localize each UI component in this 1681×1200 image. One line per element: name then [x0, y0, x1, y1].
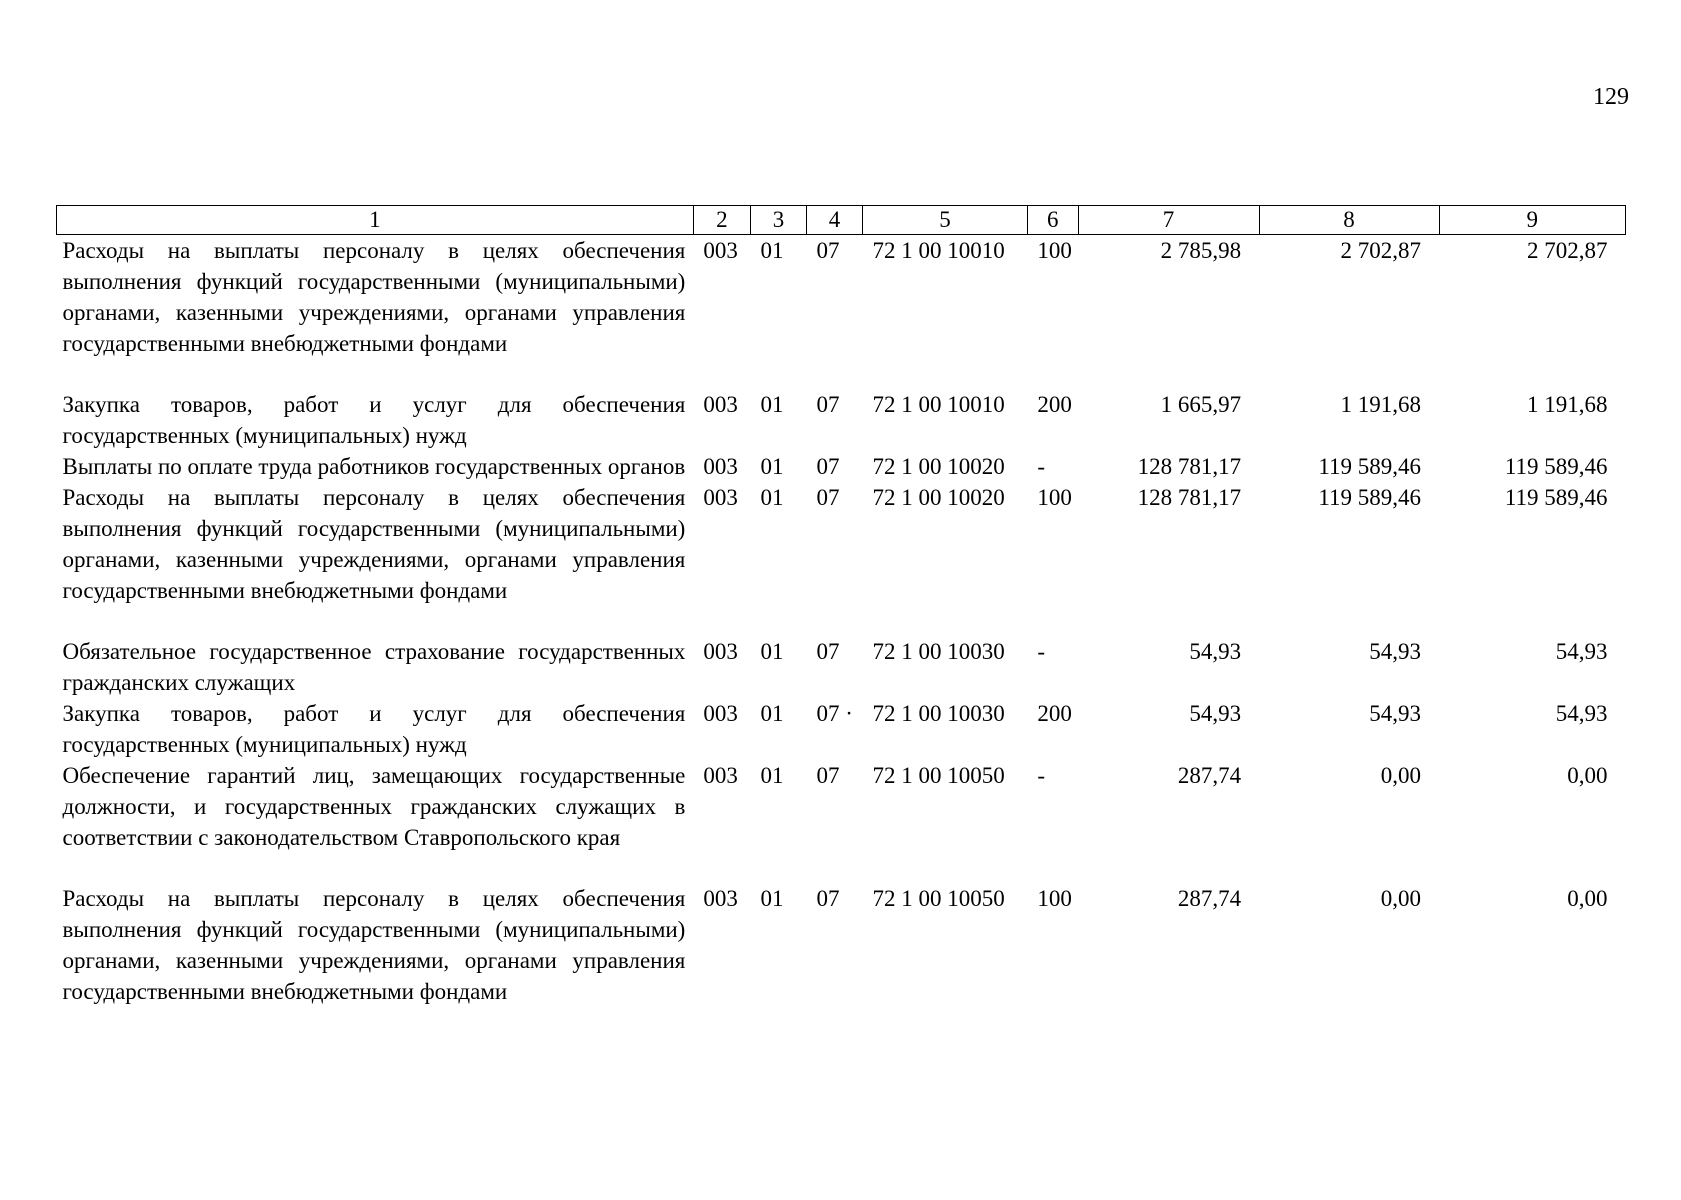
table-row: [57, 235, 1626, 390]
amount-col-9: 2 702,87: [1527, 238, 1608, 263]
target-article-code: 72 1 00 10030: [872, 701, 1005, 726]
amount-col-7: 2 785,98: [1160, 238, 1242, 263]
amount-col-9: 1 191,68: [1527, 392, 1608, 417]
amount-col-9: 54,93: [1555, 639, 1608, 664]
budget-table: [56, 205, 1626, 1007]
section-code: 01: [760, 392, 784, 417]
table-row: [57, 636, 1626, 698]
target-article-code: 72 1 00 10030: [872, 639, 1005, 664]
expense-type-code: 100: [1037, 238, 1072, 263]
amount-col-8: 54,93: [1369, 701, 1422, 726]
amount-col-9: 54,93: [1555, 701, 1608, 726]
table-row: [57, 760, 1626, 883]
column-header: 6: [1027, 206, 1078, 235]
amount-col-8: 1 191,68: [1340, 392, 1422, 417]
ministry-code: 003: [703, 454, 738, 479]
subsection-code: 07: [816, 238, 840, 263]
amount-col-8: 119 589,46: [1318, 485, 1422, 510]
amount-col-8: 0,00: [1380, 763, 1422, 788]
target-article-code: 72 1 00 10010: [872, 392, 1005, 417]
ministry-code: 003: [703, 238, 738, 263]
section-code: 01: [760, 485, 784, 510]
expense-type-code: 200: [1037, 701, 1072, 726]
expense-name: Закупка товаров, работ и услуг для обеспечения государственных (муниципальных) нужд: [62, 392, 686, 448]
expense-type-code: -: [1037, 763, 1046, 788]
expense-type-code: -: [1037, 454, 1046, 479]
amount-col-8: 54,93: [1369, 639, 1422, 664]
amount-col-7: 287,74: [1177, 886, 1242, 911]
expense-name: Расходы на выплаты персоналу в целях обеспечения выполнения функций государственными (муниципальными) органами, казенными учреждениями, органами управления государственными внебюджетными фондами: [62, 238, 686, 356]
expense-type-code: 100: [1037, 886, 1072, 911]
expense-type-code: -: [1037, 639, 1046, 664]
ministry-code: 003: [703, 701, 738, 726]
expense-name: Обязательное государственное страхование государственных гражданских служащих: [62, 639, 686, 695]
table-row: [57, 451, 1626, 482]
subsection-code: 07: [816, 639, 840, 664]
target-article-code: 72 1 00 10020: [872, 454, 1005, 479]
subsection-code: 07 ·: [816, 701, 853, 726]
table-row: [57, 698, 1626, 760]
expense-name: Выплаты по оплате труда работников государственных органов: [62, 454, 686, 479]
amount-col-7: 128 781,17: [1137, 485, 1242, 510]
amount-col-9: 0,00: [1567, 886, 1608, 911]
column-header: 3: [750, 206, 806, 235]
table-row: [57, 883, 1626, 1007]
column-header: 9: [1439, 206, 1625, 235]
expense-name: Закупка товаров, работ и услуг для обеспечения государственных (муниципальных) нужд: [62, 701, 686, 757]
target-article-code: 72 1 00 10050: [872, 763, 1005, 788]
column-header: 8: [1259, 206, 1439, 235]
section-code: 01: [760, 763, 784, 788]
section-code: 01: [760, 701, 784, 726]
amount-col-8: 119 589,46: [1318, 454, 1422, 479]
subsection-code: 07: [816, 886, 840, 911]
target-article-code: 72 1 00 10020: [872, 485, 1005, 510]
section-code: 01: [760, 238, 784, 263]
subsection-code: 07: [816, 763, 840, 788]
section-code: 01: [760, 886, 784, 911]
expense-name: Обеспечение гарантий лиц, замещающих государственные должности, и государственных гражданских служащих в соответствии с законодательством Ставропольского края: [62, 763, 686, 850]
target-article-code: 72 1 00 10010: [872, 238, 1005, 263]
target-article-code: 72 1 00 10050: [872, 886, 1005, 911]
column-header: 7: [1078, 206, 1259, 235]
ministry-code: 003: [703, 763, 738, 788]
ministry-code: 003: [703, 392, 738, 417]
section-code: 01: [760, 454, 784, 479]
amount-col-9: 119 589,46: [1504, 454, 1608, 479]
amount-col-7: 54,93: [1189, 639, 1242, 664]
column-header: 4: [807, 206, 863, 235]
column-header: 2: [693, 206, 750, 235]
table-row: [57, 482, 1626, 636]
page-number: 129: [1593, 84, 1629, 110]
amount-col-8: 2 702,87: [1340, 238, 1422, 263]
amount-col-7: 1 665,97: [1160, 392, 1242, 417]
expense-name: Расходы на выплаты персоналу в целях обеспечения выполнения функций государственными (муниципальными) органами, казенными учреждениями, органами управления государственными внебюджетными фондами: [62, 485, 686, 603]
expense-name: Расходы на выплаты персоналу в целях обеспечения выполнения функций государственными (муниципальными) органами, казенными учреждениями, органами управления государственными внебюджетными фондами: [62, 886, 686, 1004]
column-header: 5: [863, 206, 1028, 235]
section-code: 01: [760, 639, 784, 664]
ministry-code: 003: [703, 886, 738, 911]
amount-col-7: 128 781,17: [1137, 454, 1242, 479]
ministry-code: 003: [703, 639, 738, 664]
column-number-header: [57, 206, 1626, 235]
amount-col-7: 54,93: [1189, 701, 1242, 726]
column-header: 1: [57, 206, 694, 235]
table-row: [57, 389, 1626, 451]
expense-type-code: 100: [1037, 485, 1072, 510]
amount-col-9: 0,00: [1567, 763, 1608, 788]
subsection-code: 07: [816, 454, 840, 479]
amount-col-7: 287,74: [1177, 763, 1242, 788]
amount-col-8: 0,00: [1380, 886, 1422, 911]
expense-type-code: 200: [1037, 392, 1072, 417]
subsection-code: 07: [816, 392, 840, 417]
ministry-code: 003: [703, 485, 738, 510]
subsection-code: 07: [816, 485, 840, 510]
amount-col-9: 119 589,46: [1504, 485, 1608, 510]
